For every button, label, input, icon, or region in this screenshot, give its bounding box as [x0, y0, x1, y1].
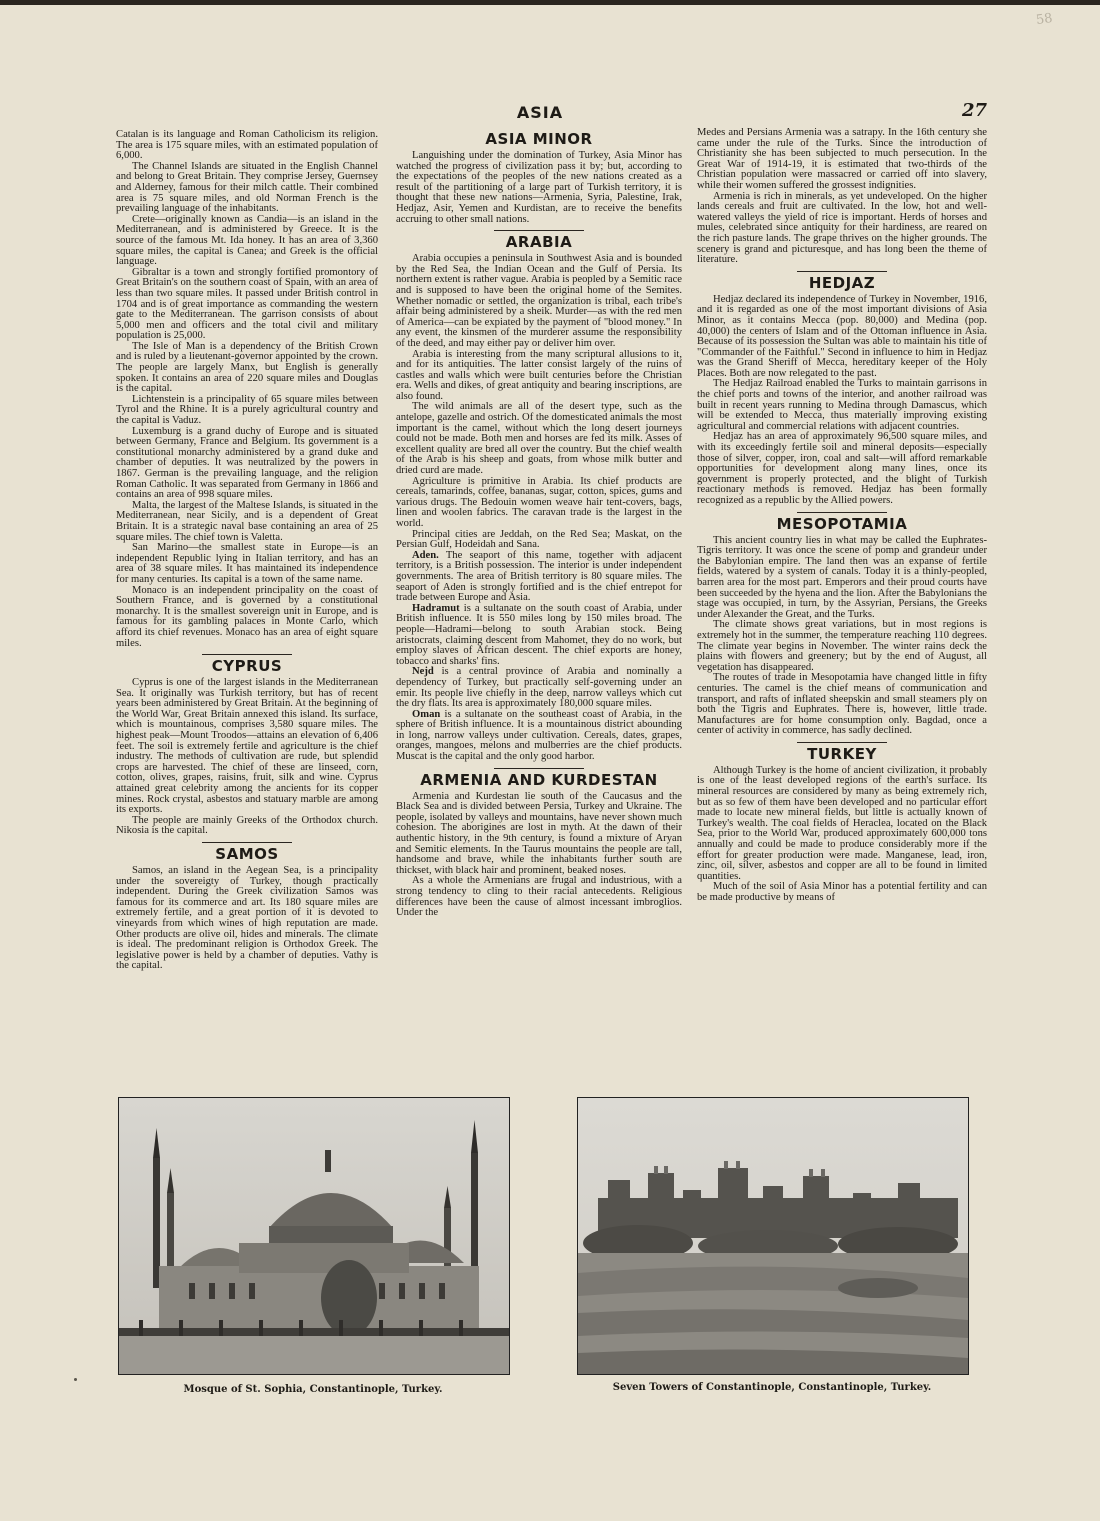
towers-photo [577, 1097, 969, 1375]
heading-cyprus: CYPRUS [211, 657, 283, 676]
paragraph: Crete—originally known as Candia—is an island in the Mediterranean, and is administered by Greece. It is the source of the famous Mt. Ida honey. It has an area of 3,360 square miles, the capital is Canea; and Greek is the official language. [116, 213, 378, 268]
paragraph-oman [396, 710, 682, 763]
section-divider [494, 230, 584, 231]
paragraph: The Isle of Man is a dependency of the British Crown and is ruled by a lieutenant-governor appointed by the crown. The people are largely Manx, but English is generally spoken. It contains an area of 220 square miles and Douglas is the capital. [116, 340, 378, 395]
nejd-label: Nejd [412, 666, 434, 678]
page-number: 27 [962, 100, 988, 121]
paragraph: Agriculture is primitive in Arabia. Its chief products are cereals, tamarinds, coffee, bananas, sugar, cotton, spices, gums and various drugs. The Bedouin women weave hair tent-covers, bags, linen and woolen fabrics. The caravan trade is the largest in the world. [396, 475, 682, 529]
heading-samos: SAMOS [215, 845, 279, 863]
paragraph: As a whole the Armenians are frugal and industrious, with a strong tendency to cling to their racial antecedents. Religious differences have been the cause of almost incessant imbroglios. Under the [396, 875, 682, 919]
hadramut-label: Hadramut [412, 602, 460, 614]
paragraph: The people are mainly Greeks of the Orthodox church. Nikosia is the capital. [116, 814, 378, 837]
aden-label: Aden. [412, 549, 439, 561]
paragraph-aden [396, 551, 682, 604]
section-divider [797, 742, 887, 743]
paragraph: Languishing under the domination of Turkey, Asia Minor has watched the progress of civilization pass it by; but, according to the expectations of the peoples of the new nations created as a result of the partitioning of a large part of Turkish territory, it is thought that these new nations—Armenia, Syria, Palestine, Irak, Hedjaz, Asir, Yemen and Kurdistan, are to receive the benefits accruing to other small nations. [396, 150, 682, 225]
oman-text: is a sultanate on the southeast coast of Arabia, in the sphere of British influence. It is a mountainous district abounding in long, narrow valleys under cultivation. Cereals, dates, grapes, oranges, mangoes, melons and mulberries are the chief products. Muscat is the capital and the only good harbor. [396, 708, 682, 763]
paragraph: Much of the soil of Asia Minor has a potential fertility and can be made productive by means of [697, 881, 987, 903]
paragraph: Luxemburg is a grand duchy of Europe and is situated between Germany, France and Belgium. Its government is a constitutional monarchy administered by a grand duke and chamber of deputies. It was neutralized by the powers in 1867. German is the prevailing language, and the religion Roman Catholic. It was separated from Germany in 1866 and contains an area of 998 square miles. [116, 425, 378, 501]
paragraph: Arabia occupies a peninsula in Southwest Asia and is bounded by the Red Sea, the Indian Ocean and the Gulf of Persia. Its northern extent is rather vague. Arabia is peopled by a Semitic race and is supposed to have been the original home of the Semites. Whether nomadic or settled, the organization is tribal, each tribe's affair being administered by a sheik. Murder—as with the red men of America—can be expiated by the payment of "blood money." In any event, the kinsmen of the murderer assume the responsibility of the deed, and may either pay or deliver him over. [396, 253, 682, 349]
heading-hedjaz: HEDJAZ [808, 273, 876, 292]
paragraph: The climate shows great variations, but in most regions is extremely hot in the summer, the temperature reaching 110 degrees. The climate year begins in November. The winter rains deck the plains with flowers and greenery; but by the end of August, all vegetation has disappeared. [697, 619, 987, 673]
paragraph: Lichtenstein is a principality of 65 square miles between Tyrol and the Rhine. It is a purely agricultural country and the capital is Vaduz. [116, 393, 378, 427]
running-head: ASIA [516, 103, 564, 122]
column-middle [396, 128, 682, 1088]
section-divider [494, 768, 584, 769]
pencil-page-mark: 58 [1035, 10, 1054, 29]
paragraph: Principal cities are Jeddah, on the Red Sea; Maskat, on the Persian Gulf, Hodeidah and Sana. [396, 528, 682, 551]
paragraph: Catalan is its language and Roman Catholicism its religion. The area is 175 square miles, with an estimated population of 6,000. [116, 130, 378, 162]
paragraph: Although Turkey is the home of ancient civilization, it probably is one of the least developed regions of the earth's surface. Its mineral resources are considered by many as being extremely rich, but as so few of them have been developed and no particular effort made to locate new mineral fields, but little is actually known of Turkey's wealth. The coal fields of Heraclea, located on the Black Sea, prior to the World War, produced approximately 600,000 tons annually and could be made to produce considerably more if the effort for greater production were made. Manganese, lead, iron, zinc, oil, silver, asbestos and copper are all to be found in limited quantities. [697, 764, 987, 882]
heading-arabia: ARABIA [505, 233, 573, 252]
paragraph: San Marino—the smallest state in Europe—is an independent Republic lying in Italian territory, and has an area of 38 square miles. It has maintained its independence for many centuries. Its capital is a town of the same name. [116, 542, 378, 585]
section-divider [797, 271, 887, 272]
section-divider [202, 842, 292, 843]
paragraph: Hedjaz has an area of approximately 96,500 square miles, and with its exceedingly fertile soil and mineral deposits—especially those of silver, copper, iron, coal and salt—will afford remarkable opportunities for development along many lines, once its government is properly protected, and the blight of Turkish reactionary methods is removed. Hedjaz has been formally recognized as a republic by the Allied powers. [697, 431, 987, 506]
mosque-photo [118, 1097, 510, 1375]
paragraph: Medes and Persians Armenia was a satrapy. In the 16th century she came under the rule of the Turks. Since the introduction of Christianity she has been subjected to much persecution. In the Great War of 1914-19, it is estimated that two-thirds of the Christian population were massacred or carried off into slavery, while their women suffered the grossest indignities. [697, 128, 987, 191]
mosque-caption: Mosque of St. Sophia, Constantinople, Turkey. [183, 1384, 443, 1395]
paragraph: This ancient country lies in what may be called the Euphrates-Tigris territory. It was once the scene of pomp and grandeur under the Babylonian empire. The land then was an expanse of fertile fields, watered by a system of canals. Today it is a thinly-peopled, barren area for the most part. Emperors and their proud courts have been succeeded by the hyena and the lion. After the Babylonians the stage was occupied, in turn, by the Assyrian, Persians, the Greeks under Alexander the Great, and the Turks. [697, 534, 987, 620]
oman-label: Oman [412, 708, 441, 720]
paragraph: Monaco is an independent principality on the coast of Southern France, and is governed by a constitutional monarchy. It is the smallest sovereign unit in Europe, and is famous for its gambling palaces in Monte Carlo, which afford its chief revenues. Monaco has an area of eight square miles. [116, 584, 378, 649]
paragraph: The Channel Islands are situated in the English Channel and belong to Great Britain. They comprise Jersey, Guernsey and Alderney, famous for their milch cattle. Their combined area is 75 square miles, and old Norman French is the prevailing language of the inhabitants. [116, 160, 378, 215]
paragraph: Hedjaz declared its independence of Turkey in November, 1916, and it is regarded as one of the most important divisions of Asia Minor, as it contains Mecca (pop. 80,000) and Medina (pop. 40,000) the centers of Islam and of the Ottoman influence in Asia. Because of its possession the Sultan was able to maintain his title of "Commander of the Faithful." Second in influence to him in Hedjaz was the Grand Sheriff of Mecca, hereditary keeper of the Holy Places. Both are now relegated to the past. [697, 293, 987, 379]
heading-asia-minor: ASIA MINOR [485, 130, 593, 148]
towers-caption: Seven Towers of Constantinople, Constantinople, Turkey. [612, 1382, 932, 1393]
paragraph: Malta, the largest of the Maltese Islands, is situated in the Mediterranean, near Sicily, and is a dependent of Great Britain. It is a strategic naval base containing an area of 25 square miles. The chief town is Valetta. [116, 499, 378, 543]
paragraph: The wild animals are all of the desert type, such as the antelope, gazelle and ostrich. Of the domesticated animals the most important is the camel, without which the long desert journeys could not be made. Both men and horses are fed its milk. Asses of excellent quality are bred all over the country. But the chief wealth of the Arab is his sheep and goats, from whose milk butter and dried curd are made. [396, 401, 682, 477]
column-right [697, 128, 987, 1088]
section-divider [202, 654, 292, 655]
paragraph: The routes of trade in Mesopotamia have changed little in fifty centuries. The camel is the chief means of communication and transport, and rafts of inflated sheepskin and small steamers ply on both the Tigris and Euphrates. There is, however, little trade. Manufactures are for home consumption only. Bagdad, once a center of activity in commerce, has sadly declined. [697, 672, 987, 737]
paragraph-hadramut [396, 604, 682, 668]
paragraph: Cyprus is one of the largest islands in the Mediterranean Sea. It originally was Turkish territory, but has of recent years been administered by Great Britain. At the beginning of the World War, Great Britain annexed this island. Its surface, which is mountainous, comprises 3,580 square miles. The highest peak—Mount Troodos—attains an elevation of 6,406 feet. The soil is extremely fertile and agriculture is the chief industry. The methods of cultivation are rude, but splendid crops are harvested. The chief of these are linseed, corn, cotton, olives, grapes, raisins, fruit, silk and wine. Cyprus attained great celebrity among the ancients for its copper mines. Rock crystal, asbestos and statuary marble are among its exports. [116, 677, 378, 816]
heading-armenia: ARMENIA AND KURDESTAN [420, 770, 658, 789]
column-left [116, 130, 378, 1090]
paragraph-nejd [396, 667, 682, 709]
mosque-illustration [119, 1098, 509, 1374]
top-border [0, 0, 1100, 5]
paragraph: The Hedjaz Railroad enabled the Turks to maintain garrisons in the chief ports and towns of the interior, and another railroad was built in recent years running to Medina through Damascus, which will be extended to Mecca, thus materially improving existing agricultural and commercial relations with adjacent countries. [697, 378, 987, 432]
hadramut-text: is a sultanate on the south coast of Arabia, under British influence. It is 550 miles long by 150 miles broad. The people—Hadrami—belong to south Arabian stock. Being aristocrats, claiming descent from Mahomet, they do no work, but employ slaves of African descent. The chief exports are honey, tobacco and sharks' fins. [396, 602, 682, 667]
paragraph: Armenia and Kurdestan lie south of the Caucasus and the Black Sea and is divided between Persia, Turkey and Ukraine. The people, isolated by valleys and mountains, have never shown much cohesion. The aborigines are lost in myth. At the dawn of their authentic history, in the 9th century, is found a mixture of Aryan and Semitic elements. In the Taurus mountains the people are tall, handsome and brave, while the inhabitants further south are thickset, with black hair and prominent, beaked noses. [396, 790, 682, 876]
paragraph: Arabia is interesting from the many scriptural allusions to it, and for its antiquities. The latter consist largely of the ruins of castles and walls which were built centuries before the Christian era. Wells and dikes, of great antiquity and bearing inscriptions, are also found. [396, 348, 682, 402]
section-divider [797, 512, 887, 513]
heading-mesopotamia: MESOPOTAMIA [776, 514, 908, 533]
paragraph: Samos, an island in the Aegean Sea, is a principality under the sovereigty of Turkey, though practically independent. During the Greek civilization Samos was famous for its commerce and art. Its 180 square miles are extremely fertile, and a great portion of it is devoted to vineyards from which wines of high reputation are made. Other products are olive oil, hides and minerals. The climate is ideal. The predominant religion is Orthodox Greek. The legislative power is held by a chamber of deputies. Vathy is the capital. [116, 865, 378, 972]
nejd-text: is a central province of Arabia and nominally a dependency of Turkey, but practically self-governing under an emir. Its people live chiefly in the deep, narrow valleys which cut the dry flats. Its area is approximately 180,000 square miles. [396, 666, 682, 710]
aden-text: The seaport of this name, together with adjacent territory, is a British possession. The interior is under independent governments. The area of British territory is 80 square miles. The seaport of Aden is strongly fortified and is the chief entrepot for trade between Europe and Asia. [396, 549, 682, 604]
towers-illustration [578, 1098, 968, 1374]
paragraph: Gibraltar is a town and strongly fortified promontory of Great Britain's on the southern coast of Spain, with an area of less than two square miles. It passed under British control in 1704 and is of great importance as commanding the western gate to the Mediterranean. The garrison consists of about 5,000 men and officers and the total civil and military population is 25,000. [116, 266, 378, 342]
paragraph: Armenia is rich in minerals, as yet undeveloped. On the higher lands cereals and fruit are cultivated. In the low, hot and well-watered valleys the yield of rice is important. Herds of horses and mules, celebrated since antiquity for their hardiness, are reared on the rich pasture lands. The grape thrives on the higher grounds. The scenery is grand and picturesque, and has long been the theme of literature. [697, 190, 987, 266]
ink-speck [74, 1378, 77, 1381]
heading-turkey: TURKEY [807, 744, 877, 763]
